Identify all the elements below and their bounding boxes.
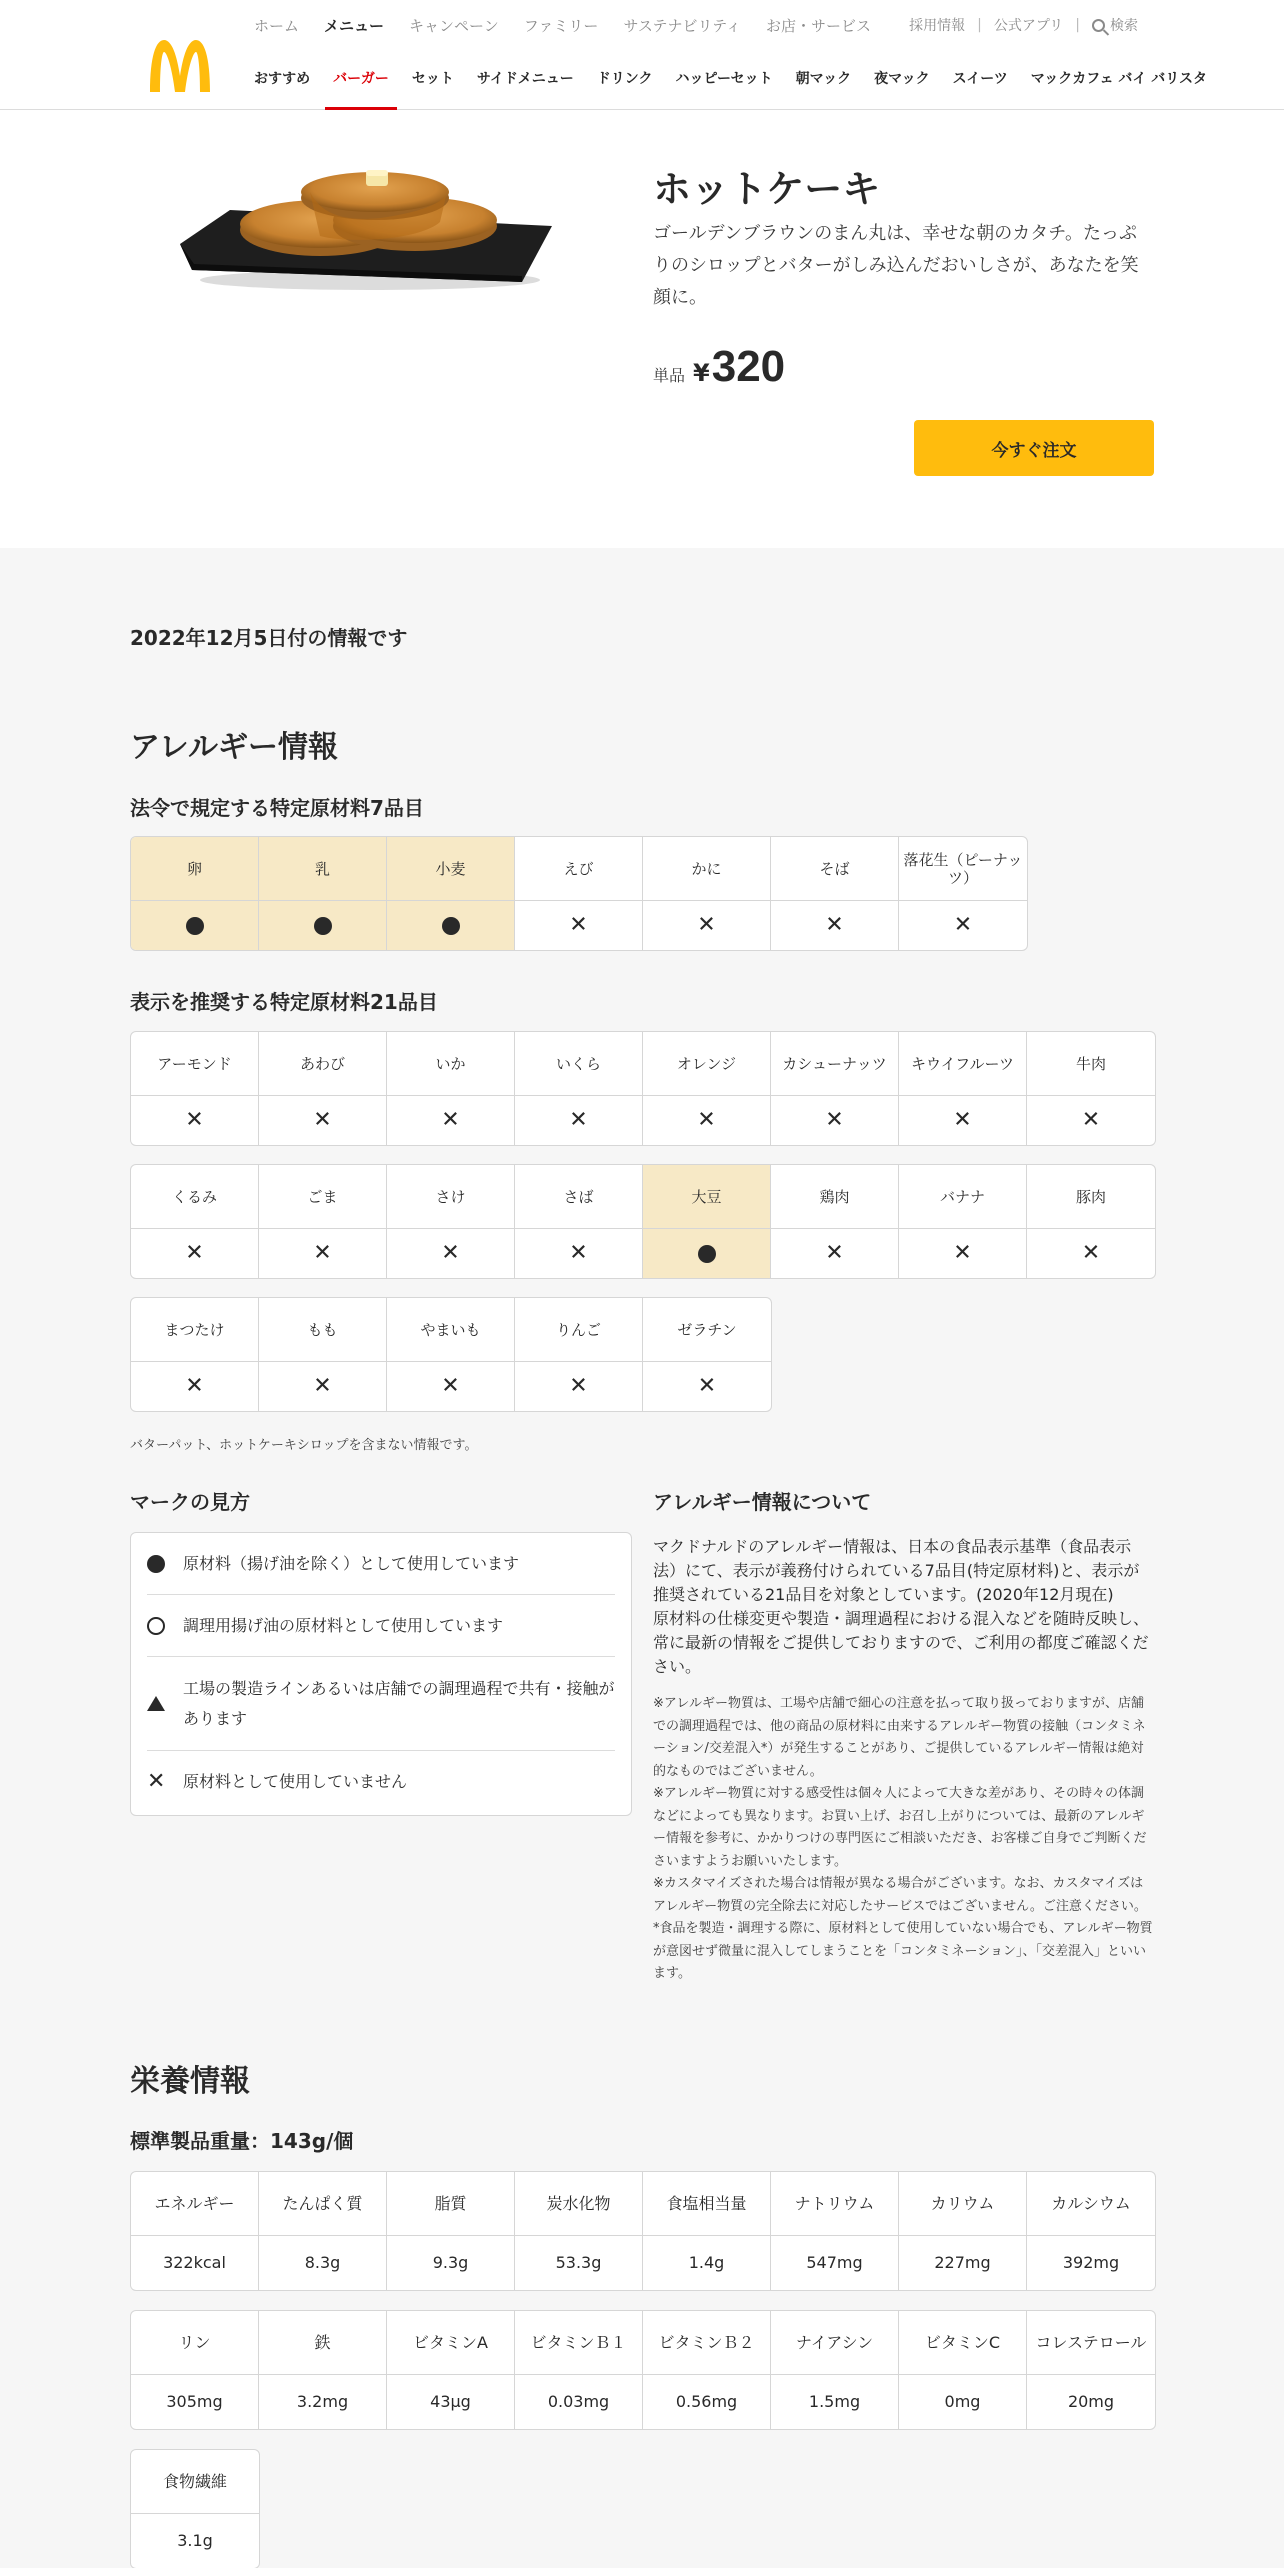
contains-dot-icon [442, 917, 460, 935]
category-tab[interactable]: おすすめ [254, 71, 311, 87]
category-tab[interactable]: マックカフェ バイ バリスタ [1030, 71, 1207, 87]
careers-link[interactable]: 採用情報 [909, 18, 966, 34]
allergen-mark [259, 1362, 387, 1411]
nutrient-name: 食塩相当量 [643, 2172, 771, 2236]
nutrient-name: リン [131, 2311, 259, 2375]
not-contained-x-icon: ✕ [441, 1240, 460, 1266]
nutrient-name: 鉄 [259, 2311, 387, 2375]
nutrition-table-1 [130, 2171, 1156, 2291]
triangle-icon [147, 1696, 165, 1711]
mcdonalds-logo-icon[interactable] [146, 36, 214, 92]
not-contained-x-icon: ✕ [697, 1373, 717, 1399]
not-contained-x-icon: ✕ [185, 1240, 204, 1266]
top-nav-item[interactable]: サステナビリティ [623, 17, 742, 35]
nutrition-section-title: 栄養情報 [130, 2064, 250, 2099]
paragraph-line: 原材料の仕様変更や製造・調理過程における混入などを随時反映し、常に最新の情報をご提供しておりますので、ご利用の都度ご確認ください。 [653, 1609, 1150, 1676]
allergen-mark [899, 1096, 1027, 1145]
allergen-mark [387, 1362, 515, 1411]
filled-circle-icon [147, 1555, 165, 1573]
allergen-mark [131, 901, 259, 950]
nutrient-value: 227mg [899, 2236, 1027, 2290]
legend-symbol [147, 1617, 183, 1635]
nutrition-table-2 [130, 2310, 1156, 2430]
legend-text: 原材料として使用していません [183, 1772, 408, 1791]
allergen-mark [259, 1096, 387, 1145]
not-contained-x-icon: ✕ [1081, 1107, 1101, 1133]
contains-dot-icon [698, 1245, 716, 1263]
nutrient-name: エネルギー [131, 2172, 259, 2236]
nutrient-name: ビタミンC [899, 2311, 1027, 2375]
menu-category-navigation [254, 68, 1230, 100]
nutrient-name: ナイアシン [771, 2311, 899, 2375]
allergen-mark [643, 901, 771, 950]
nutrient-name: 炭水化物 [515, 2172, 643, 2236]
legend-symbol [147, 1771, 183, 1793]
allergen-name: 卵 [131, 837, 259, 901]
allergen-name: バナナ [899, 1165, 1027, 1229]
allergy-about [653, 1486, 1155, 1986]
product-description: ゴールデンブラウンのまん丸は、幸せな朝のカタチ。たっぷりのシロップとバターがしみ込んだおいしさが、あなたを笑顔に。 [653, 223, 1139, 308]
allergen-name: かに [643, 837, 771, 901]
allergen-name: カシューナッツ [771, 1032, 899, 1096]
legend-text: 工場の製造ラインあるいは店舗での調理過程で共有・接触があります [183, 1678, 615, 1728]
nutrient-value: 3.1g [177, 2531, 213, 2550]
open-circle-icon [147, 1617, 165, 1635]
allergen-name: 鶏肉 [771, 1165, 899, 1229]
top-nav-item[interactable]: ホーム [254, 17, 300, 35]
recommended-allergens-table-2 [130, 1164, 1156, 1279]
nutrient-name: カルシウム [1027, 2172, 1155, 2236]
legend-text: 調理用揚げ油の原材料として使用しています [183, 1615, 504, 1635]
allergen-name: ゼラチン [643, 1298, 771, 1362]
allergen-name: さば [515, 1165, 643, 1229]
allergen-mark [387, 901, 515, 950]
nutrient-value: 547mg [771, 2236, 899, 2290]
nutrient-value: 0.56mg [643, 2375, 771, 2429]
allergen-name: 豚肉 [1027, 1165, 1155, 1229]
allergen-name: ごま [259, 1165, 387, 1229]
not-contained-x-icon: ✕ [569, 1373, 588, 1399]
category-tab[interactable]: ドリンク [596, 71, 653, 87]
site-header [0, 0, 1284, 110]
not-contained-x-icon: ✕ [313, 1373, 332, 1399]
not-contained-x-icon: ✕ [185, 1373, 204, 1399]
allergen-mark [1027, 1096, 1155, 1145]
nutrient-name: ビタミンA [387, 2311, 515, 2375]
product-title: ホットケーキ [653, 167, 881, 211]
allergen-mark [515, 1229, 643, 1278]
about-title: アレルギー情報について [653, 1490, 872, 1514]
category-tab[interactable]: ハッピーセット [675, 71, 773, 87]
allergen-name: りんご [515, 1298, 643, 1362]
top-nav-item[interactable]: お店・サービス [766, 17, 872, 35]
nutrient-value: 3.2mg [259, 2375, 387, 2429]
category-tab[interactable]: スイーツ [952, 71, 1008, 87]
x-mark-icon: ✕ [147, 1769, 166, 1794]
allergen-name: あわび [259, 1032, 387, 1096]
allergy-section-title: アレルギー情報 [130, 730, 339, 765]
allergen-mark [899, 1229, 1027, 1278]
allergy-note: バターパット、ホットケーキシロップを含まない情報です。 [130, 1438, 478, 1453]
not-contained-x-icon: ✕ [953, 1240, 972, 1266]
category-tab[interactable]: サイドメニュー [476, 71, 574, 87]
divider: | [977, 17, 982, 33]
nutrient-name: ビタミンＢ１ [515, 2311, 643, 2375]
utility-links [909, 15, 1138, 35]
not-contained-x-icon: ✕ [569, 1240, 588, 1266]
not-contained-x-icon: ✕ [441, 1107, 460, 1133]
allergen-mark [771, 1229, 899, 1278]
recommended-allergens-title: 表示を推奨する特定原材料21品目 [130, 990, 438, 1014]
top-nav-item[interactable]: ファミリー [523, 17, 599, 35]
allergen-name: 乳 [259, 837, 387, 901]
nutrient-value: 1.4g [643, 2236, 771, 2290]
allergen-mark [515, 901, 643, 950]
nutrient-value: 322kcal [131, 2236, 259, 2290]
allergen-name: もも [259, 1298, 387, 1362]
allergen-name: 小麦 [387, 837, 515, 901]
search-icon[interactable] [1092, 19, 1105, 32]
allergen-mark [259, 901, 387, 950]
not-contained-x-icon: ✕ [697, 912, 716, 938]
nutrient-name: たんぱく質 [259, 2172, 387, 2236]
allergen-mark [131, 1362, 259, 1411]
product-hero [0, 110, 1284, 548]
paragraph-line: *食品を製造・調理する際に、原材料として使用していない場合でも、アレルギー物質が意図せず微量に混入してしまうことを「コンタミネーション」、「交差混入」といいます。 [653, 1921, 1153, 1981]
not-contained-x-icon: ✕ [697, 1107, 716, 1133]
allergen-name: やまいも [387, 1298, 515, 1362]
allergen-name: えび [515, 837, 643, 901]
legend-title: マークの見方 [130, 1490, 250, 1514]
required-allergens-table [130, 836, 1028, 951]
allergen-mark [643, 1229, 771, 1278]
app-link[interactable]: 公式アプリ [993, 18, 1064, 34]
allergen-mark [259, 1229, 387, 1278]
product-price [653, 342, 785, 392]
allergen-mark [387, 1096, 515, 1145]
nutrient-value: 8.3g [259, 2236, 387, 2290]
allergen-name: いか [387, 1032, 515, 1096]
mark-legend [130, 1532, 632, 1816]
divider: | [1075, 17, 1080, 33]
legend-text: 原材料（揚げ油を除く）として使用しています [183, 1553, 520, 1573]
nutrient-name: 食物繊維 [131, 2450, 259, 2514]
allergen-name: まつたけ [131, 1298, 259, 1362]
nutrient-name: カリウム [899, 2172, 1027, 2236]
allergen-mark [1027, 1229, 1155, 1278]
category-tab[interactable]: 朝マック [795, 71, 852, 87]
nutrient-value: 1.5mg [771, 2375, 899, 2429]
hotcake-image [170, 152, 560, 292]
top-nav-item[interactable]: メニュー [324, 17, 385, 35]
legend-row [147, 1595, 615, 1657]
required-allergens-title: 法令で規定する特定原材料7品目 [130, 796, 424, 820]
paragraph-line: ※カスタマイズされた場合は情報が異なる場合がございます。なお、カスタマイズはアレルギー物質の完全除去に対応したサービスではございません。ご注意ください。 [653, 1876, 1147, 1914]
not-contained-x-icon: ✕ [1081, 1240, 1101, 1266]
allergen-mark [771, 1096, 899, 1145]
not-contained-x-icon: ✕ [825, 1107, 844, 1133]
allergen-name: 落花生（ピーナッツ） [899, 837, 1027, 901]
allergen-name: そば [771, 837, 899, 901]
recommended-allergens-table-3 [130, 1297, 772, 1412]
nutrient-name: ナトリウム [771, 2172, 899, 2236]
contains-dot-icon [186, 917, 204, 935]
allergen-mark [899, 901, 1027, 950]
allergen-name: オレンジ [643, 1032, 771, 1096]
nutrient-value: 0.03mg [515, 2375, 643, 2429]
nutrient-value: 9.3g [387, 2236, 515, 2290]
not-contained-x-icon: ✕ [953, 1107, 972, 1133]
top-nav-item[interactable]: キャンペーン [409, 17, 499, 35]
allergen-name: 大豆 [643, 1165, 771, 1229]
not-contained-x-icon: ✕ [313, 1107, 332, 1133]
allergen-mark [387, 1229, 515, 1278]
info-date: 2022年12月5日付の情報です [130, 626, 408, 650]
paragraph-line: ※アレルギー物質に対する感受性は個々人によって大きな差があり、その時々の体調などによっても異なります。お買い上げ、お召し上がりについては、最新のアレルギー情報を参考に、かかりつけの専門医にご相談いただき、お客様ご自身でご判断くださいますようお願いいたします。 [653, 1786, 1147, 1869]
not-contained-x-icon: ✕ [185, 1107, 204, 1133]
recommended-allergens-table-1 [130, 1031, 1156, 1146]
not-contained-x-icon: ✕ [825, 912, 844, 938]
nutrient-value: 0mg [899, 2375, 1027, 2429]
allergen-mark [771, 901, 899, 950]
nutrient-name: 脂質 [387, 2172, 515, 2236]
allergen-mark [131, 1096, 259, 1145]
legend-symbol [147, 1696, 183, 1711]
allergen-mark [643, 1362, 771, 1411]
category-tab[interactable]: セット [411, 71, 454, 87]
allergen-mark [131, 1229, 259, 1278]
top-navigation [254, 15, 896, 36]
nutrient-value: 392mg [1062, 2253, 1120, 2272]
category-tab[interactable]: 夜マック [874, 71, 930, 87]
contains-dot-icon [314, 917, 332, 935]
allergen-name: いくら [515, 1032, 643, 1096]
nutrient-value: 20mg [1067, 2392, 1115, 2411]
not-contained-x-icon: ✕ [953, 912, 973, 938]
allergen-mark [515, 1096, 643, 1145]
not-contained-x-icon: ✕ [825, 1240, 844, 1266]
not-contained-x-icon: ✕ [569, 1107, 588, 1133]
not-contained-x-icon: ✕ [441, 1373, 460, 1399]
nutrient-value: 305mg [131, 2375, 259, 2429]
paragraph-line: マクドナルドのアレルギー情報は、日本の食品表示基準（食品表示法）にて、表示が義務付けられている7品目(特定原材料)と、表示が推奨されている21品目を対象としています。(2020年12月現在) [653, 1537, 1140, 1604]
allergen-mark [643, 1096, 771, 1145]
allergen-mark [515, 1362, 643, 1411]
allergen-name: アーモンド [131, 1032, 259, 1096]
legend-row [147, 1751, 615, 1813]
order-now-button[interactable]: 今すぐ注文 [914, 420, 1154, 476]
nutrient-name: コレステロール [1027, 2311, 1155, 2375]
category-tab[interactable]: バーガー [333, 68, 389, 100]
price-value: 320 [711, 342, 786, 391]
price-unit-label: 単品 [653, 366, 686, 385]
allergen-name: くるみ [131, 1165, 259, 1229]
nutrition-table-3 [130, 2449, 260, 2568]
allergen-name: 牛肉 [1027, 1032, 1155, 1096]
nutrient-value: 43μg [387, 2375, 515, 2429]
paragraph-line: ※アレルギー物質は、工場や店舗で細心の注意を払って取り扱っておりますが、店舗での調理過程では、他の商品の原材料に由来するアレルギー物質の接触（コンタミネーション/交差混入*）が発生することがあり、ご提供しているアレルギー情報は絶対的なものではございません。 [653, 1696, 1146, 1779]
not-contained-x-icon: ✕ [313, 1240, 332, 1266]
allergen-name: キウイフルーツ [899, 1032, 1027, 1096]
about-notes [653, 1693, 1155, 1986]
nutrition-weight: 標準製品重量：143g/個 [130, 2129, 354, 2153]
allergen-name: さけ [387, 1165, 515, 1229]
nutrient-value: 53.3g [515, 2236, 643, 2290]
about-body [653, 1535, 1155, 1679]
legend-symbol [147, 1555, 183, 1573]
legend-row [147, 1657, 615, 1751]
nutrient-name: ビタミンＢ２ [643, 2311, 771, 2375]
not-contained-x-icon: ✕ [569, 912, 588, 938]
currency-symbol: ¥ [693, 359, 710, 387]
legend-row [147, 1533, 615, 1595]
search-link[interactable]: 検索 [1110, 18, 1138, 34]
